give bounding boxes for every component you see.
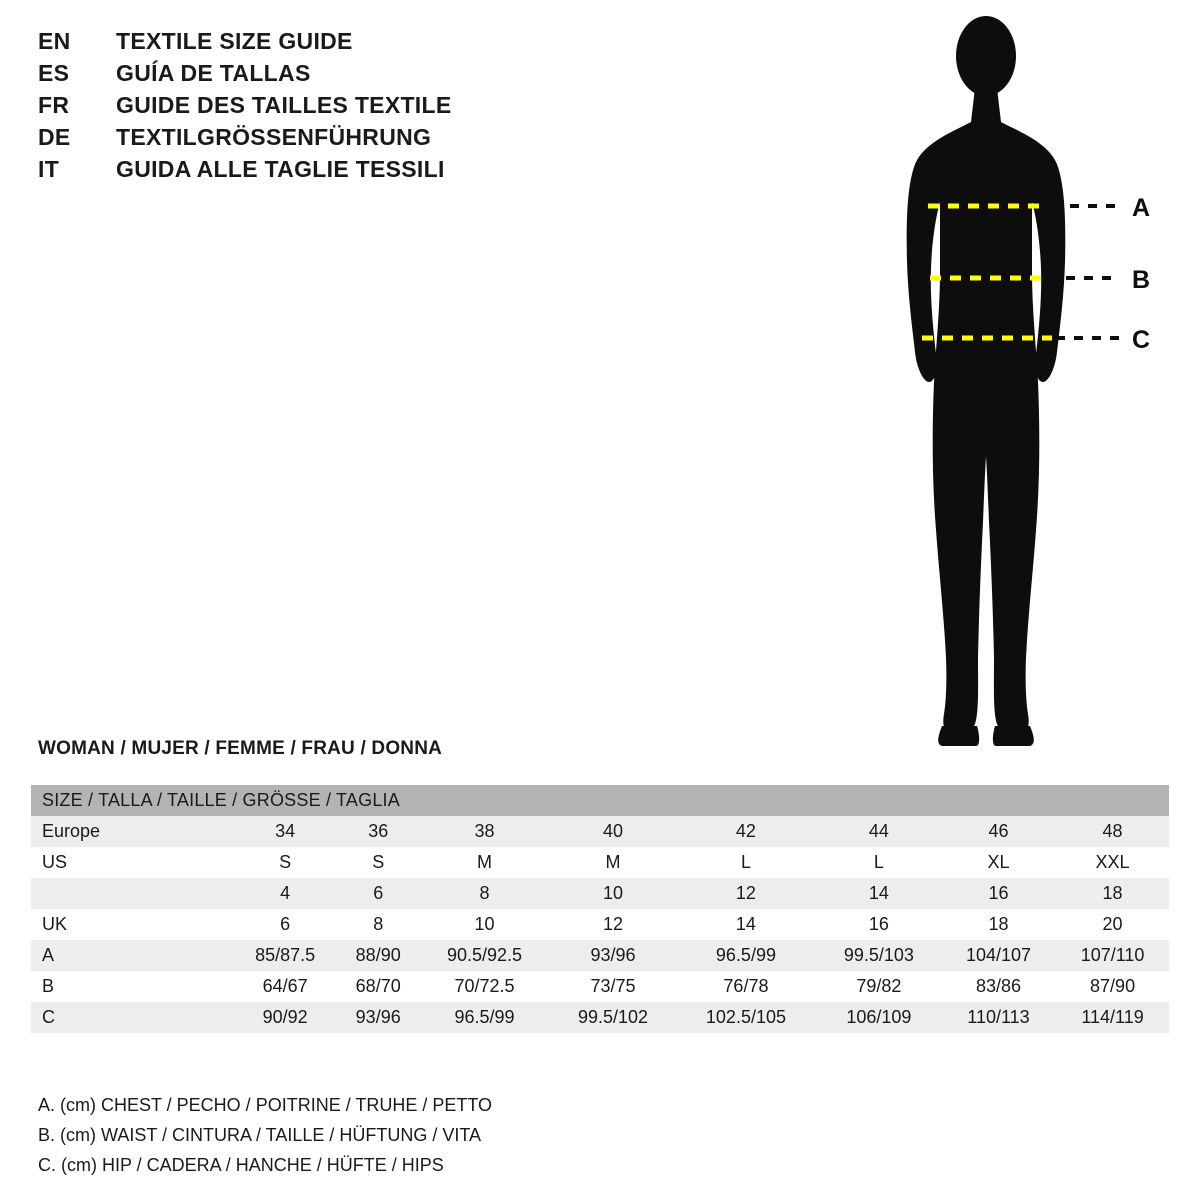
cell: 88/90 xyxy=(338,940,418,971)
cell: 14 xyxy=(817,878,941,909)
cell: 93/96 xyxy=(551,940,675,971)
cell: 99.5/102 xyxy=(551,1002,675,1033)
title-text-fr: GUIDE DES TAILLES TEXTILE xyxy=(116,92,452,118)
row-label-us-numeric xyxy=(31,878,232,909)
title-text-es: GUÍA DE TALLAS xyxy=(116,60,311,86)
cell: 8 xyxy=(338,909,418,940)
cell: L xyxy=(817,847,941,878)
cell: 70/72.5 xyxy=(418,971,551,1002)
cell: 34 xyxy=(232,816,338,847)
legend-item-c: C. (cm) HIP / CADERA / HANCHE / HÜFTE / HIPS xyxy=(38,1155,444,1175)
cell: 20 xyxy=(1056,909,1169,940)
cell: XL xyxy=(941,847,1056,878)
title-block xyxy=(38,28,598,188)
cell: 102.5/105 xyxy=(675,1002,817,1033)
cell: 93/96 xyxy=(338,1002,418,1033)
cell: 44 xyxy=(817,816,941,847)
cell: 42 xyxy=(675,816,817,847)
cell: 6 xyxy=(232,909,338,940)
row-label-us: US xyxy=(31,847,232,878)
title-lang-fr: FR xyxy=(38,92,70,118)
cell: 12 xyxy=(551,909,675,940)
row-label-b: B xyxy=(31,971,232,1002)
title-row xyxy=(38,92,598,124)
cell: 85/87.5 xyxy=(232,940,338,971)
cell: 96.5/99 xyxy=(418,1002,551,1033)
cell: 90/92 xyxy=(232,1002,338,1033)
table-row xyxy=(31,816,1169,847)
title-lang-de: DE xyxy=(38,124,71,150)
title-text-en: TEXTILE SIZE GUIDE xyxy=(116,28,353,54)
table-header-row xyxy=(31,785,1169,816)
measure-label-c: C xyxy=(1132,326,1151,354)
cell: 99.5/103 xyxy=(817,940,941,971)
cell: S xyxy=(338,847,418,878)
cell: 68/70 xyxy=(338,971,418,1002)
female-body-figure xyxy=(880,10,1180,750)
cell: 38 xyxy=(418,816,551,847)
cell: M xyxy=(418,847,551,878)
cell: S xyxy=(232,847,338,878)
cell: 87/90 xyxy=(1056,971,1169,1002)
cell: 48 xyxy=(1056,816,1169,847)
title-lang-es: ES xyxy=(38,60,70,86)
legend-item-a: A. (cm) CHEST / PECHO / POITRINE / TRUHE / PETTO xyxy=(38,1095,493,1115)
cell: 114/119 xyxy=(1056,1002,1169,1033)
title-row xyxy=(38,124,598,156)
cell: 18 xyxy=(941,909,1056,940)
cell: 16 xyxy=(817,909,941,940)
section-heading: WOMAN / MUJER / FEMME / FRAU / DONNA xyxy=(38,738,443,759)
cell: 110/113 xyxy=(941,1002,1056,1033)
cell: 79/82 xyxy=(817,971,941,1002)
cell: 90.5/92.5 xyxy=(418,940,551,971)
title-row xyxy=(38,156,598,188)
row-label-a: A xyxy=(31,940,232,971)
cell: 46 xyxy=(941,816,1056,847)
table-header-label: SIZE / TALLA / TAILLE / GRÖSSE / TAGLIA xyxy=(31,785,1169,816)
cell: L xyxy=(675,847,817,878)
cell: 107/110 xyxy=(1056,940,1169,971)
cell: 10 xyxy=(551,878,675,909)
title-text-de: TEXTILGRÖSSENFÜHRUNG xyxy=(116,124,432,150)
title-text-it: GUIDA ALLE TAGLIE TESSILI xyxy=(116,156,445,182)
cell: 83/86 xyxy=(941,971,1056,1002)
table-row xyxy=(31,940,1169,971)
body-silhouette-icon xyxy=(907,16,1066,746)
cell: XXL xyxy=(1056,847,1169,878)
cell: 104/107 xyxy=(941,940,1056,971)
row-label-c: C xyxy=(31,1002,232,1033)
cell: 73/75 xyxy=(551,971,675,1002)
measurement-legend xyxy=(38,1090,838,1180)
cell: 36 xyxy=(338,816,418,847)
title-row xyxy=(38,28,598,60)
cell: 14 xyxy=(675,909,817,940)
row-label-europe: Europe xyxy=(31,816,232,847)
size-table xyxy=(31,785,1169,1033)
table-row xyxy=(31,971,1169,1002)
table-row xyxy=(31,847,1169,878)
cell: 96.5/99 xyxy=(675,940,817,971)
table-row xyxy=(31,878,1169,909)
measure-label-a: A xyxy=(1132,194,1151,222)
cell: 64/67 xyxy=(232,971,338,1002)
cell: 8 xyxy=(418,878,551,909)
cell: 6 xyxy=(338,878,418,909)
cell: 16 xyxy=(941,878,1056,909)
measure-label-b: B xyxy=(1132,266,1151,294)
cell: M xyxy=(551,847,675,878)
cell: 106/109 xyxy=(817,1002,941,1033)
row-label-uk: UK xyxy=(31,909,232,940)
cell: 40 xyxy=(551,816,675,847)
cell: 10 xyxy=(418,909,551,940)
legend-item-b: B. (cm) WAIST / CINTURA / TAILLE / HÜFTUNG / VITA xyxy=(38,1125,482,1145)
cell: 12 xyxy=(675,878,817,909)
cell: 18 xyxy=(1056,878,1169,909)
title-row xyxy=(38,60,598,92)
title-lang-it: IT xyxy=(38,156,60,182)
table-row xyxy=(31,1002,1169,1033)
cell: 76/78 xyxy=(675,971,817,1002)
cell: 4 xyxy=(232,878,338,909)
title-lang-en: EN xyxy=(38,28,71,54)
table-row xyxy=(31,909,1169,940)
